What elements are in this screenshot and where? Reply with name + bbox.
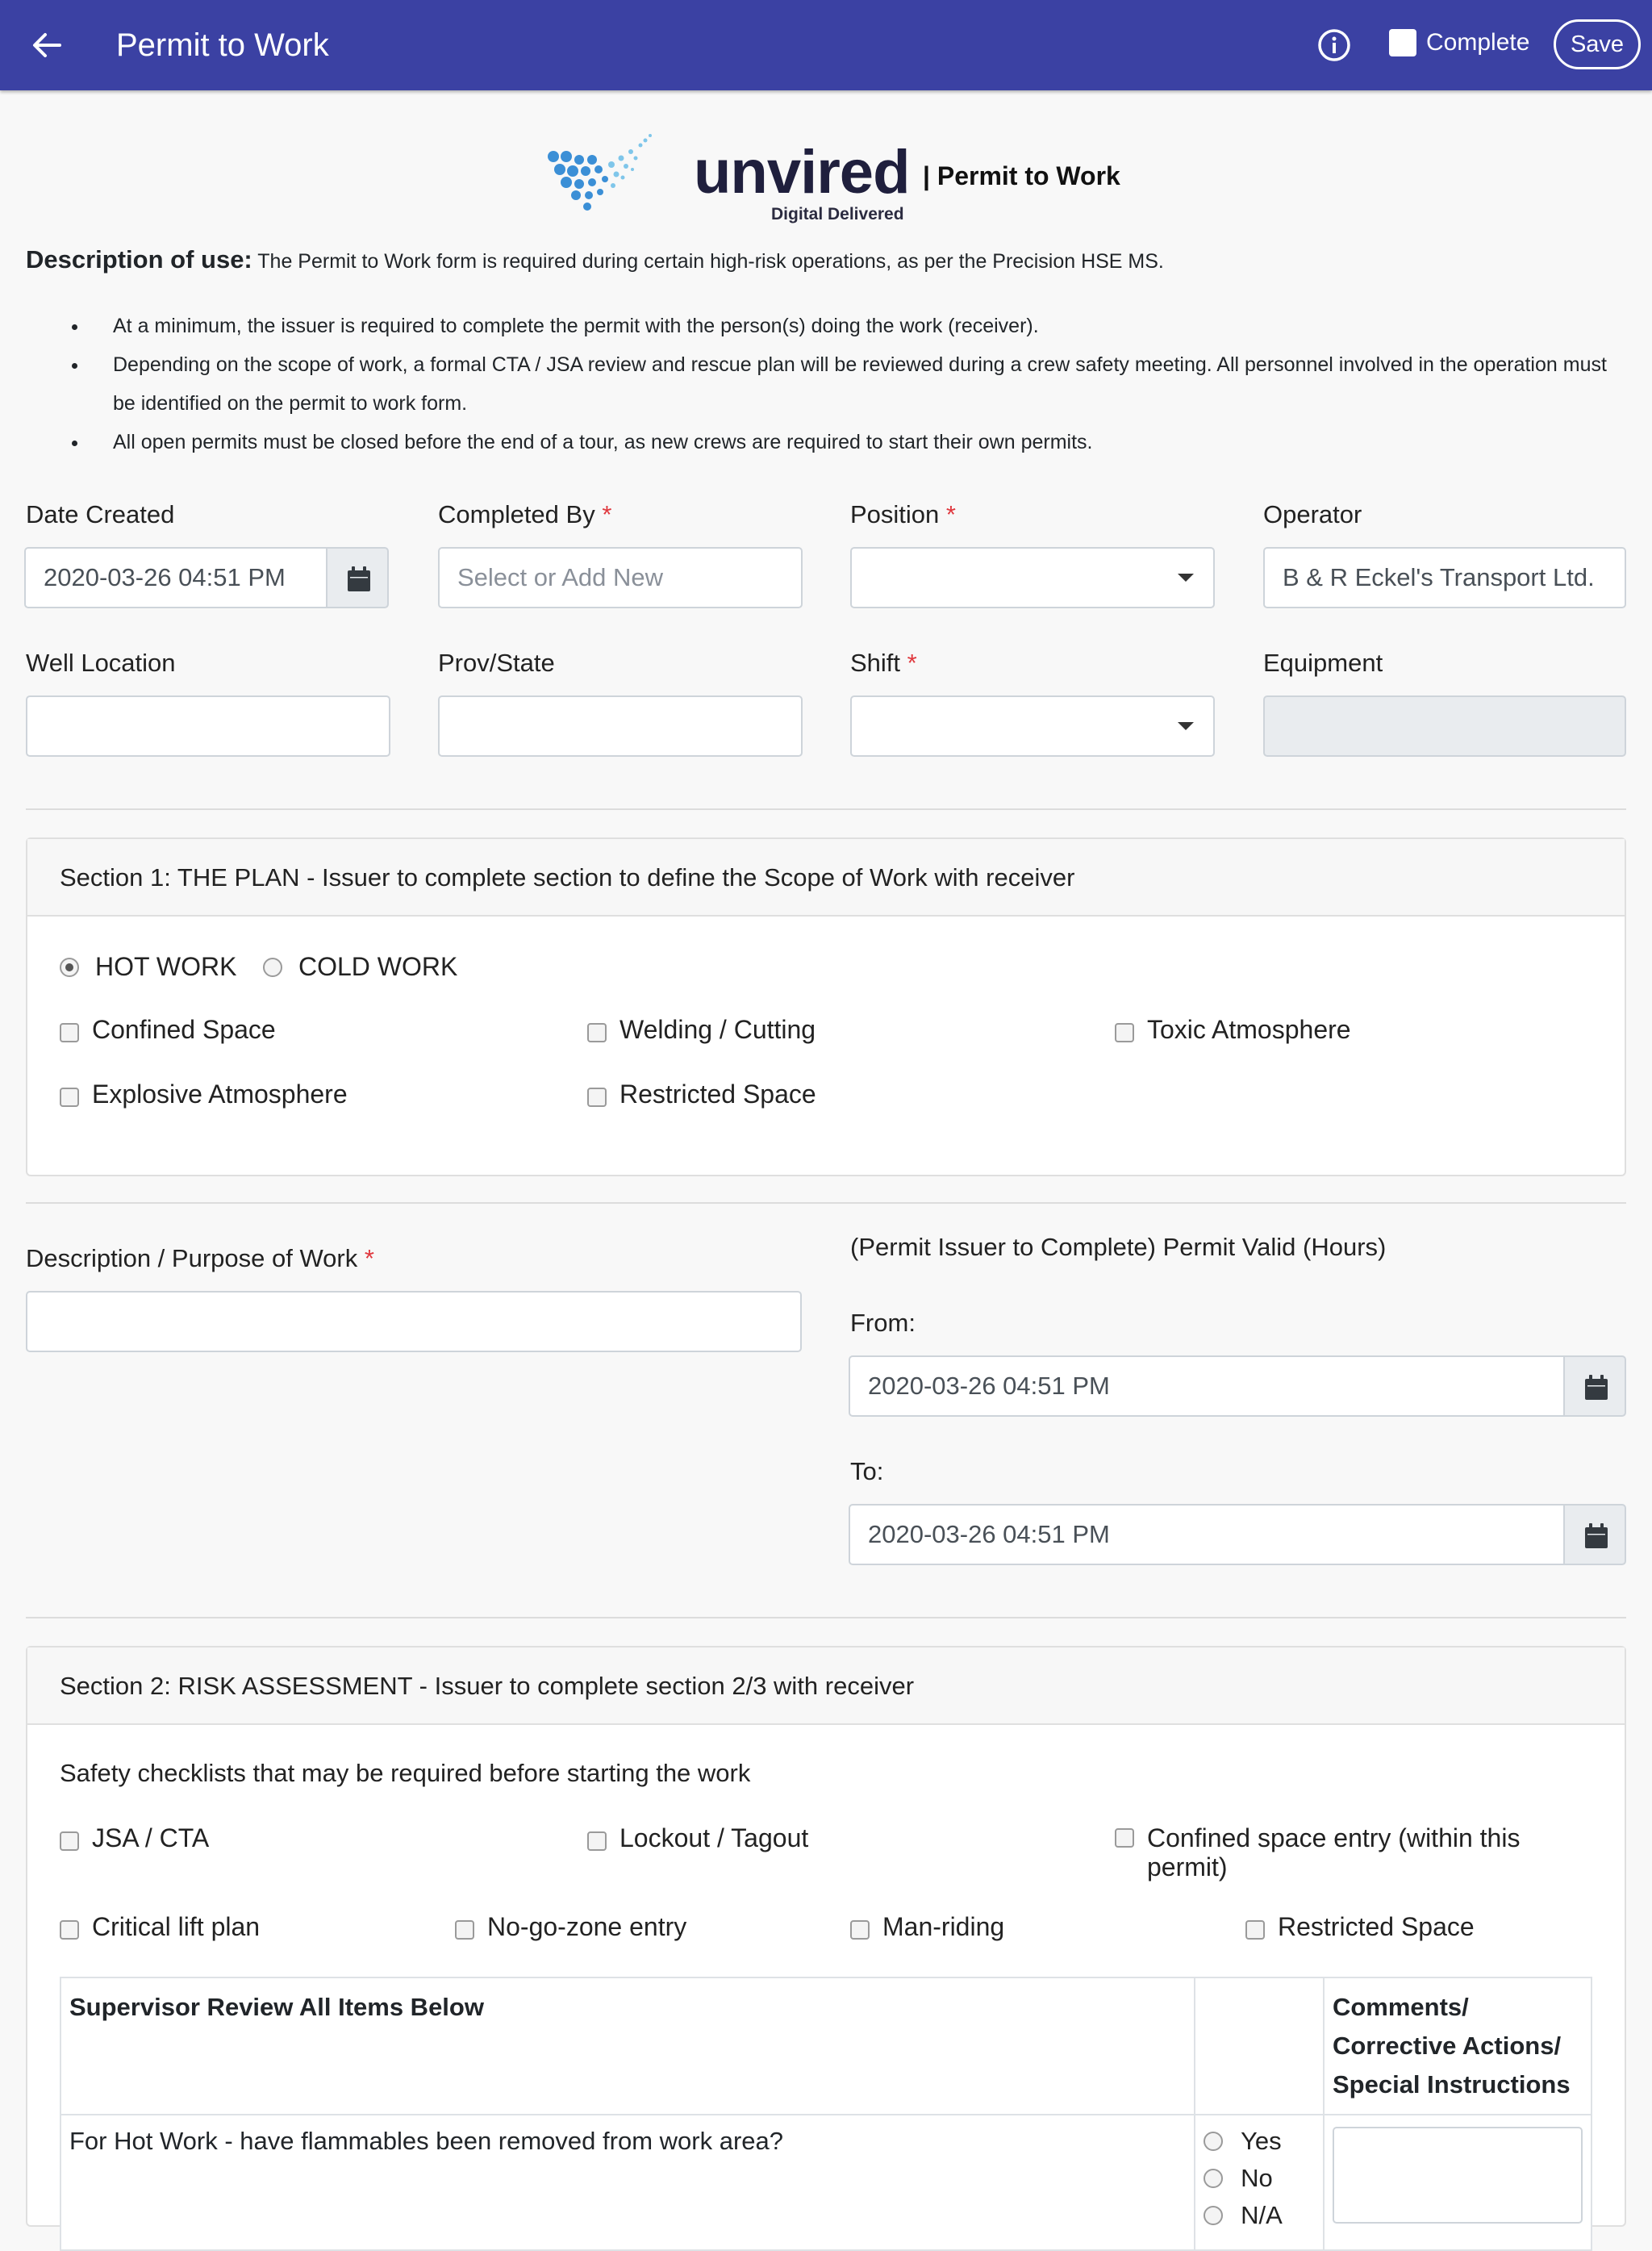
complete-checkbox[interactable] [1389,29,1416,56]
date-created-calendar-button[interactable] [326,547,389,608]
answer-options [1195,2115,1324,2250]
shift-label: Shift * [850,649,917,677]
calendar-icon [1584,1523,1608,1549]
description-label: Description of use: [26,245,252,274]
info-icon[interactable] [1316,27,1352,63]
calendar-icon [347,566,371,592]
radio-na[interactable]: N/A [1204,2201,1315,2230]
required-mark: * [364,1244,374,1272]
checkbox-box[interactable] [1245,1920,1265,1940]
valid-from-calendar-button[interactable] [1563,1355,1626,1417]
back-arrow-icon[interactable] [24,23,69,68]
divider [26,808,1626,810]
radio-unselected[interactable] [1204,2206,1223,2225]
well-location-input[interactable] [26,695,390,757]
review-items-header: Supervisor Review All Items Below [60,1977,1195,2115]
checkbox-box[interactable] [587,1831,607,1851]
equipment-label: Equipment [1263,649,1383,677]
position-select[interactable] [850,547,1215,608]
checkbox-box[interactable] [587,1023,607,1042]
completed-by-input[interactable]: Select or Add New [438,547,803,608]
checkbox-no-go-zone-entry[interactable]: No-go-zone entry [455,1912,686,1942]
review-question: For Hot Work - have flammables been removed from work area? [60,2115,1195,2250]
shift-select[interactable] [850,695,1215,757]
complete-label: Complete [1426,29,1530,56]
radio-unselected[interactable] [1204,2169,1223,2188]
valid-from-input[interactable]: 2020-03-26 04:51 PM [849,1355,1565,1417]
required-mark: * [907,649,917,677]
valid-to-calendar-button[interactable] [1563,1504,1626,1565]
operator-input[interactable]: B & R Eckel's Transport Ltd. [1263,547,1626,608]
save-button[interactable]: Save [1554,19,1641,69]
checkbox-box[interactable] [850,1920,870,1940]
radio-selected[interactable] [60,958,79,977]
section2-title: Section 2: RISK ASSESSMENT - Issuer to complete section 2/3 with receiver [27,1648,1625,1725]
permit-valid-label: (Permit Issuer to Complete) Permit Valid (Hours) [850,1233,1387,1261]
answer-header [1195,1977,1324,2115]
comments-header: Comments/ Corrective Actions/ Special Instructions [1324,1977,1592,2115]
shift-dropdown-caret-icon[interactable] [1178,722,1194,730]
date-created-label: Date Created [26,500,175,528]
checkbox-jsa-cta[interactable]: JSA / CTA [60,1823,209,1853]
unvired-logo [542,129,1123,234]
bullet-item: • All open permits must be closed before the end of a tour, as new crews are required to start their own permits. [89,423,1629,461]
checkbox-welding-cutting[interactable]: Welding / Cutting [587,1015,816,1045]
checkbox-box[interactable] [1115,1828,1134,1848]
divider [26,1202,1626,1204]
logo-wordmark: unvired [694,138,910,207]
section1-card [26,837,1626,1176]
dots-logo-icon [542,129,671,226]
calendar-icon [1584,1375,1608,1401]
checkbox-box[interactable] [60,1920,79,1940]
supervisor-review-table [60,1977,1592,2251]
table-row [60,2115,1592,2250]
section1-title: Section 1: THE PLAN - Issuer to complete section to define the Scope of Work with receiver [27,839,1625,917]
checkbox-man-riding[interactable]: Man-riding [850,1912,1004,1942]
purpose-label: Description / Purpose of Work * [26,1244,374,1272]
radio-cold-work[interactable]: COLD WORK [263,952,457,982]
page-title: Permit to Work [116,27,329,63]
prov-state-input[interactable] [438,695,803,757]
divider [26,1617,1626,1618]
bullet-item: • Depending on the scope of work, a formal CTA / JSA review and rescue plan will be reviewed during a crew safety meeting. All personnel involved in the operation must be identified on the permit to work form. [89,345,1629,423]
checkbox-box[interactable] [1115,1023,1134,1042]
complete-toggle[interactable] [1389,29,1529,56]
required-mark: * [602,500,612,528]
checkbox-box[interactable] [60,1831,79,1851]
checkbox-restricted-space[interactable]: Restricted Space [587,1080,816,1109]
well-location-label: Well Location [26,649,176,677]
completed-by-label: Completed By * [438,500,612,528]
logo-product-name: | Permit to Work [923,161,1120,190]
description-of-use [26,244,1631,278]
checkbox-box[interactable] [60,1023,79,1042]
position-dropdown-caret-icon[interactable] [1178,574,1194,582]
description-text: The Permit to Work form is required during certain high-risk operations, as per the Precision HSE MS. [257,250,1164,273]
radio-unselected[interactable] [263,958,282,977]
comments-textarea[interactable] [1333,2127,1583,2224]
checkbox-toxic-atmosphere[interactable]: Toxic Atmosphere [1115,1015,1351,1045]
checkbox-lockout-tagout[interactable]: Lockout / Tagout [587,1823,808,1853]
from-label: From: [850,1309,916,1337]
checkbox-box[interactable] [60,1088,79,1107]
table-header-row [60,1977,1592,2115]
checkbox-restricted-space-2[interactable]: Restricted Space [1245,1912,1475,1942]
equipment-input [1263,695,1626,757]
checkbox-box[interactable] [587,1088,607,1107]
radio-hot-work[interactable]: HOT WORK [60,952,236,982]
logo-tagline: Digital Delivered [771,205,904,223]
checkbox-confined-space[interactable]: Confined Space [60,1015,276,1045]
checklist-label: Safety checklists that may be required before starting the work [60,1759,751,1787]
radio-unselected[interactable] [1204,2132,1223,2151]
checkbox-critical-lift-plan[interactable]: Critical lift plan [60,1912,260,1942]
comments-cell [1324,2115,1592,2250]
checkbox-explosive-atmosphere[interactable]: Explosive Atmosphere [60,1080,348,1109]
checkbox-confined-space-entry[interactable]: Confined space entry (within this permit) [1115,1823,1566,1881]
to-label: To: [850,1457,884,1485]
valid-to-input[interactable]: 2020-03-26 04:51 PM [849,1504,1565,1565]
bullet-item: • At a minimum, the issuer is required to complete the permit with the person(s) doing the work (receiver). [89,307,1629,345]
app-header [0,0,1652,90]
description-bullets [65,307,1629,461]
checkbox-box[interactable] [455,1920,474,1940]
prov-state-label: Prov/State [438,649,555,677]
purpose-input[interactable] [26,1291,802,1352]
radio-no[interactable]: No [1204,2164,1315,2193]
radio-yes[interactable]: Yes [1204,2127,1315,2156]
position-label: Position * [850,500,956,528]
operator-label: Operator [1263,500,1362,528]
date-created-input[interactable]: 2020-03-26 04:51 PM [24,547,327,608]
required-mark: * [945,500,956,528]
